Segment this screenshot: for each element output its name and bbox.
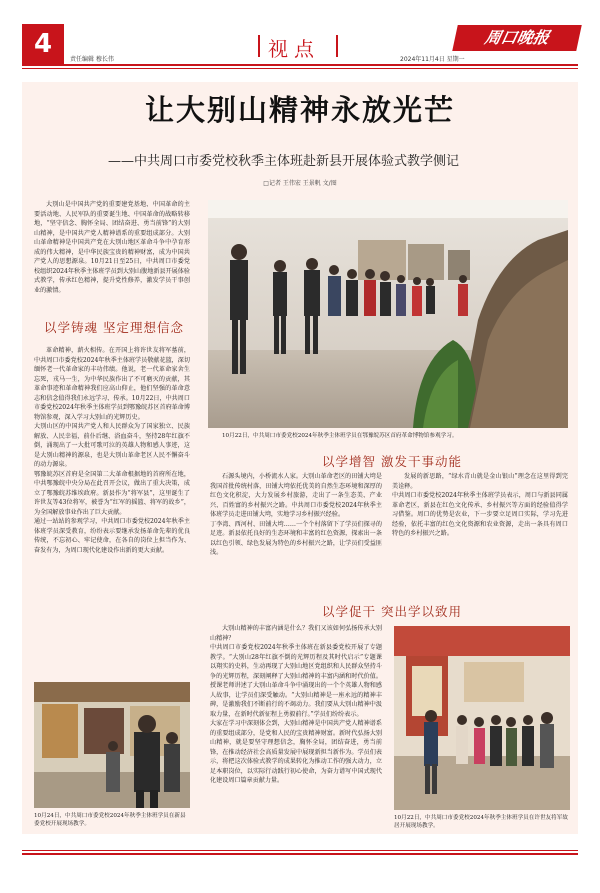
dateline: 2024年11月4日 星期一 — [400, 56, 465, 63]
section-divider-right — [336, 35, 338, 57]
right-column-body: 发展的新思路，“绿水青山就是金山银山”理念在这里得到完美诠释。 中共周口市委党校2024年秋季主体班学员表示，周口与新县同属革命老区，新县在红色文化传承、乡村振兴等方面的经验值得学习借鉴。周口的优势是农业，下一步要立足周口实际，学习先进经验，依托丰富的红色文化资源和农业资源，走出一条具有周口特色的乡村振兴之路。 — [392, 473, 568, 537]
section-divider-left — [258, 35, 260, 57]
masthead-logo: 周口晚报 — [452, 25, 582, 51]
bottom-middle-body: 大别山精神的丰富内涵是什么？我们又该如何弘扬传承大别山精神？ 中共周口市委党校2024年秋季主体班在新县委党校开展了专题教学。“大别山28年红旗不倒的光辉历程及其时代启示”专题课以翔实的史料，生动再现了大别山地区党组织和人民群众坚持斗争的光辉历程，深刻阐释了大别山精神的丰富内涵和时代价值。授课老师讲述了大别山革命斗争中涌现出的一个个英雄人物和感人故事，让学员们深受触动。“大别山精神是一座永远的精神丰碑，是激励我们不断前行的不竭动力。我们要从大别山精神中汲取力量，在新时代新征程上勇毅前行。”学员们纷纷表示。 大家在学习中深刻体会到，大别山精神是中国共产党人精神谱系的重要组成部分，是党和人民的宝贵精神财富。新时代弘扬大别山精神，就是要坚守理想信念，胸怀全局，团结奋进，勇当前锋，在推动经济社会高质量发展中展现新担当新作为。学员们表示，将把这次体验式教学的成果转化为推动工作的强大动力，立足本职岗位，以实际行动践行初心使命，为奋力谱写中国式现代化建设周口篇章贡献力量。 — [210, 625, 382, 784]
footer-rule-thick — [22, 853, 578, 855]
right-photo-caption: 10月22日，中共周口市委党校2024年秋季主体班学员在许世友将军故居开展现场教学。 — [394, 815, 568, 829]
header-rule — [22, 64, 578, 66]
right-photo — [394, 626, 570, 810]
header-rule-thin — [22, 68, 578, 69]
article-intro: 大别山是中国共产党的重要建党基地、中国革命的主要活动地、人民军队的重要诞生地、中国革命的战略转移地，“坚守信念、胸怀全局、团结奋进、勇当前锋”的大别山精神，是中国共产党人精神谱系的重要组成部分。大别山革命精神是中国共产党在大别山地区革命斗争中孕育形成的伟大精神，是中华民族宝贵的精神财富，成为中国共产党人的思想源泉。10月21日至25日，中共周口市委党校组织2024年秋季主体班学员到大别山腹地新县开展体验式教学，传承红色精神，提升党性修养，激发学员干事创业的激情。 — [34, 201, 190, 294]
subheading-3: 以学促干 突出学以致用 — [322, 604, 462, 619]
subheading-1: 以学铸魂 坚定理想信念 — [44, 320, 184, 335]
middle-column-body: 石源头境内，小桥流水人家。大别山革命老区的田铺大塆是我国首批传统村落，田铺大塆依托优美的自然生态环境和深厚的红色文化积淀，大力发展乡村旅游，走出了一条生态美、产业兴、百姓富的乡村振兴之路。中共周口市委党校2024年秋季主体班学员走进田铺大塆，实地学习乡村振兴经验。 丁李湾、西河村、田铺大塆……一个个村落留下了学员们探寻的足迹。新县依托良好的生态环境和丰富的红色资源，探索出一条以红色引领、绿色发展为特色的乡村振兴之路，让学员们受益匪浅。 — [210, 473, 382, 556]
left-photo-caption: 10月24日，中共周口市委党校2024年秋季主体班学员在新县委党校开展现场教学。 — [34, 813, 186, 827]
left-column-body: 革命精神，薪火相传。在开国上将许世友将军墓前，中共周口市委党校2024年秋季主体班学员敬献花篮，深切缅怀老一代革命家的丰功伟绩。他说，老一代革命家舍生忘死，戎马一生，为中华民族作出了不可磨灭的贡献，其革命事迹和革命精神我们应高山仰止，他们坚强的革命意志和信念值得我们永远学习、传承。10月22日，中共周口市委党校2024年秋季主体班学员到鄂豫皖苏区首府革命博物馆参观，深入学习大别山的光辉历史。 大别山区的中国共产党人和人民群众为了国家独立、民族解放、人民幸福，前仆后继、浴血奋斗，坚持28年红旗不倒，涌现出了一大批可歌可泣的英雄人物和感人事迹，这是大别山精神的源泉，也是大别山革命老区人民不懈奋斗的动力源泉。 鄂豫皖苏区首府是全国第二大革命根据地的首府所在地，中共鄂豫皖中央分局在此召开会议，做出了重大决策，成立了鄂豫皖苏维埃政府。新县作为“将军县”，这里诞生了许世友等43位将军，被誉为“红军的摇篮、将军的故乡”，为全国解放事业作出了巨大贡献。 通过一站站的参观学习，中共周口市委党校2024年秋季主体班学员深受教育，纷纷表示要继承发扬革命先辈的优良传统，不忘初心、牢记使命，在各自的岗位上担当作为、奋发有为，为周口现代化建设作出新的更大贡献。 — [34, 347, 190, 554]
subheading-2: 以学增智 激发干事动能 — [322, 454, 462, 469]
section-title: 视点 — [268, 37, 320, 61]
article-title: 让大别山精神永放光芒 — [144, 93, 455, 127]
article-byline: □记者 王伟宏 王景帆 文/图 — [263, 180, 337, 187]
editors-line: 责任编辑 穆长伟 — [70, 56, 114, 63]
article-subtitle: ——中共周口市委党校秋季主体班赴新县开展体验式教学侧记 — [108, 154, 460, 169]
footer-rule — [22, 850, 578, 851]
main-photo-caption: 10月22日，中共周口市委党校2024年秋季主体班学员在鄂豫皖苏区首府革命博物馆参观学习。 — [222, 433, 458, 439]
left-photo — [34, 682, 190, 808]
main-photo — [208, 200, 568, 428]
page-number: 4 — [22, 24, 64, 64]
